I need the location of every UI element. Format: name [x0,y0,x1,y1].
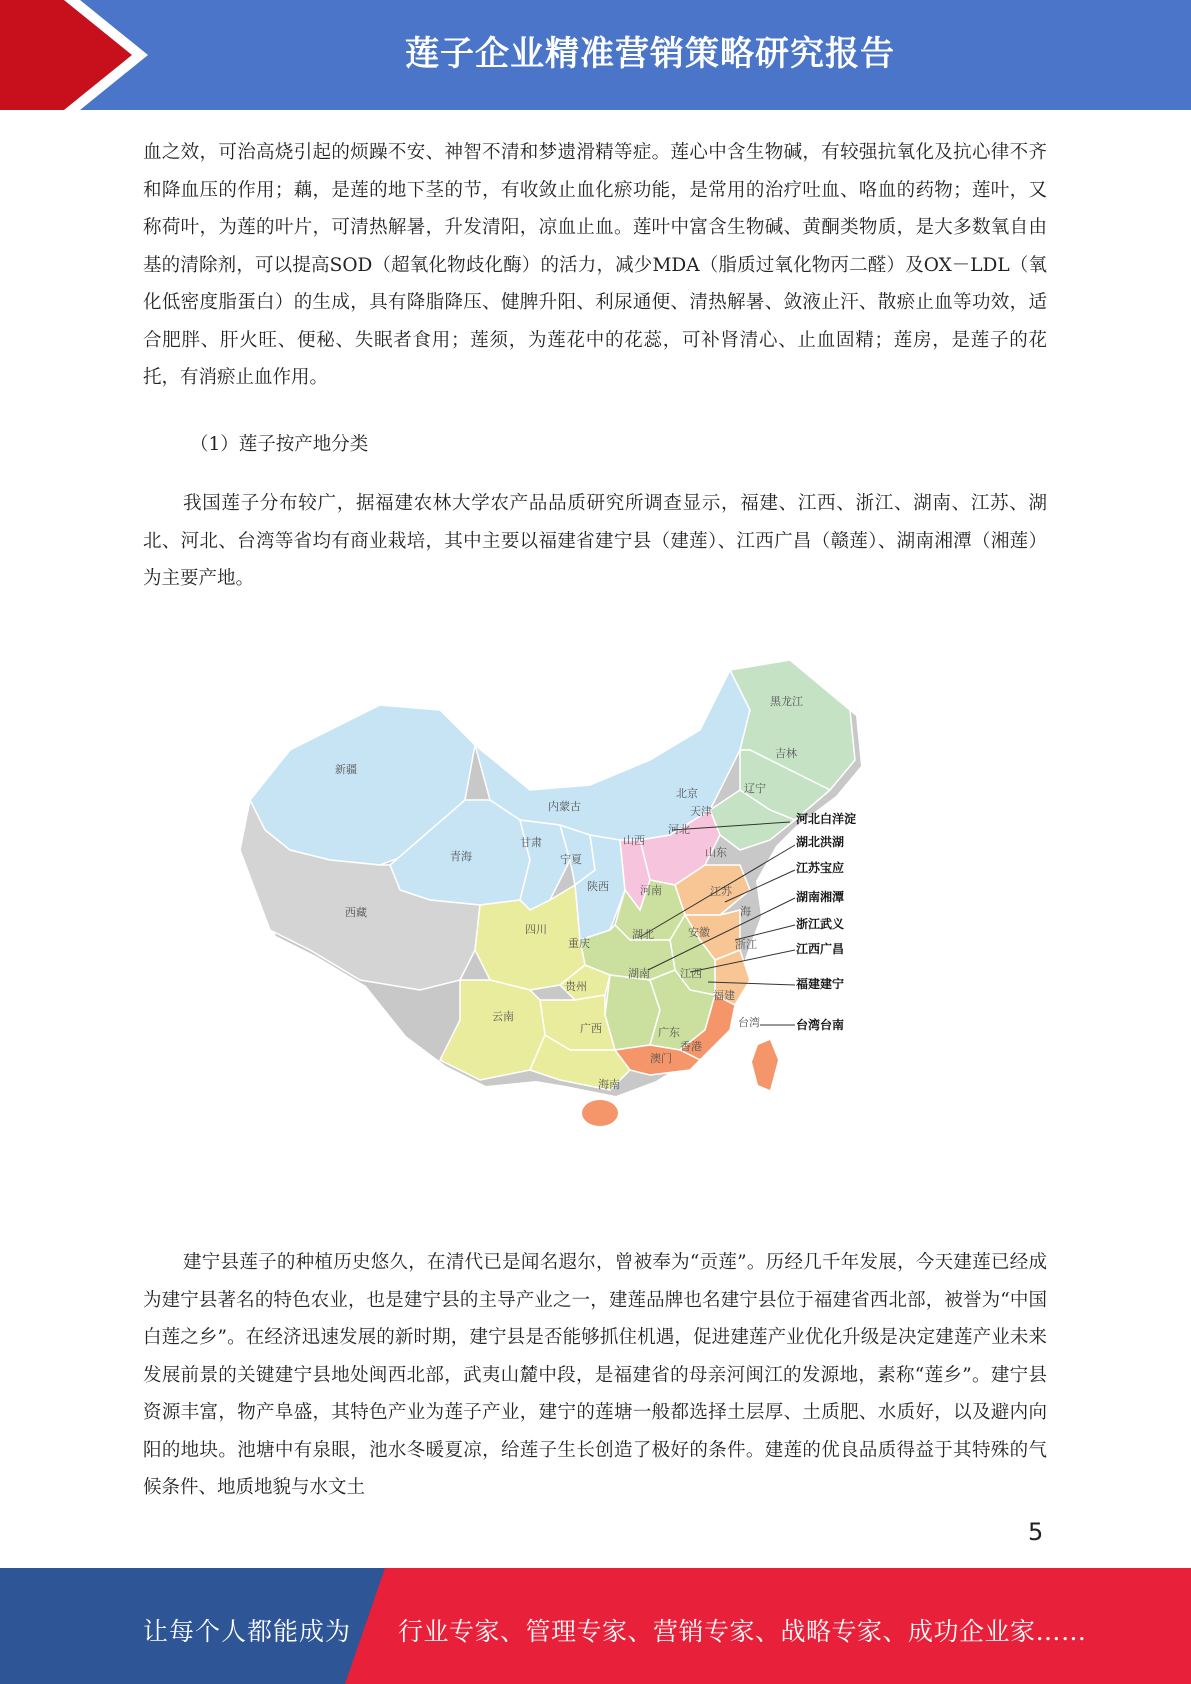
svg-text:海: 海 [740,905,751,918]
svg-text:福建建宁: 福建建宁 [796,977,845,991]
header-chevron-icon [0,0,160,110]
svg-text:澳门: 澳门 [650,1052,672,1065]
section-subheading: （1）莲子按产地分类 [190,434,369,455]
svg-text:湖南湘潭: 湖南湘潭 [796,890,845,904]
page-number: 5 [1028,1518,1044,1546]
svg-text:江西: 江西 [680,967,702,980]
svg-text:黑龙江: 黑龙江 [770,695,803,708]
body-paragraph-1: 血之效，可治高烧引起的烦躁不安、神智不清和梦遗滑精等症。莲心中含生物碱，有较强抗氧化及抗心律不齐和降血压的作用；藕，是莲的地下茎的节，有收敛止血化瘀功能，是常用的治疗吐血、咯血的药物；莲叶，又称荷叶，为莲的叶片，可清热解暑，升发清阳，凉血止血。莲叶中富含生物碱、黄酮类物质，是大多数氧自由基的清除剂，可以提高SOD（超氧化物歧化酶）的活力，减少MDA（脂质过氧化物丙二醛）及OX－LDL（氧化低密度脂蛋白）的生成，具有降脂降压、健脾升阳、利尿通便、清热解暑、敛液止汗、散瘀止血等功效，适合肥胖、肝火旺、便秘、失眠者食用；莲须，为莲花中的花蕊，可补肾清心、止血固精；莲房，是莲子的花托，有消瘀止血作用。 [143,142,1047,388]
svg-text:新疆: 新疆 [335,763,357,776]
svg-text:湖南: 湖南 [628,967,650,980]
svg-text:陕西: 陕西 [587,880,609,893]
svg-text:广东: 广东 [658,1026,680,1039]
region-taiwan [752,1040,778,1090]
svg-text:安徽: 安徽 [688,926,710,939]
svg-text:广西: 广西 [580,1022,602,1035]
page-title: 莲子企业精准营销策略研究报告 [405,34,895,74]
svg-text:河北: 河北 [668,823,690,836]
svg-text:香港: 香港 [680,1040,702,1053]
svg-text:内蒙古: 内蒙古 [548,800,581,813]
body-paragraph-3: 建宁县莲子的种植历史悠久，在清代已是闻名遐尔，曾被奉为“贡莲”。历经几千年发展，今天建莲已经成为建宁县著名的特色农业，也是建宁县的主导产业之一，建莲品牌也名建宁县位于福建省西北部，被誉为“中国白莲之乡”。在经济迅速发展的新时期，建宁县是否能够抓住机遇，促进建莲产业优化升级是决定建莲产业未来发展前景的关键建宁县地处闽西北部，武夷山麓中段，是福建省的母亲河闽江的发源地，素称“莲乡”。建宁县资源丰富，物产阜盛，其特色产业为莲子产业，建宁的莲塘一般都选择土层厚、土质肥、水质好，以及避内向阳的地块。池塘中有泉眼，池水冬暖夏凉，给莲子生长创造了极好的条件。建莲的优良品质得益于其特殊的气候条件、地质地貌与水文土 [143,1252,1047,1498]
svg-text:湖北洪湖: 湖北洪湖 [796,835,845,849]
svg-text:辽宁: 辽宁 [744,782,766,795]
body-paragraph-2: 我国莲子分布较广，据福建农林大学农产品品质研究所调查显示，福建、江西、浙江、湖南、江苏、湖北、河北、台湾等省均有商业栽培，其中主要以福建省建宁县（建莲）、江西广昌（赣莲）、湖南湘潭（湘莲）为主要产地。 [143,493,1047,589]
svg-text:福建: 福建 [713,989,735,1002]
svg-text:湖北: 湖北 [632,928,654,941]
svg-text:浙江武义: 浙江武义 [796,917,845,931]
svg-text:贵州: 贵州 [565,980,587,993]
svg-text:浙江: 浙江 [735,938,757,951]
lotus-origin-callouts [795,811,856,1032]
footer-slogan-right: 行业专家、管理专家、营销专家、战略专家、成功企业家…… [398,1617,1087,1646]
svg-text:山东: 山东 [705,846,727,859]
svg-text:台湾: 台湾 [738,1016,760,1029]
svg-text:青海: 青海 [450,850,472,863]
svg-text:海南: 海南 [598,1078,620,1091]
region-hainan [582,1100,618,1126]
svg-text:河南: 河南 [640,884,662,897]
china-lotus-origin-map [230,650,950,1195]
svg-text:西藏: 西藏 [345,906,367,919]
svg-text:吉林: 吉林 [775,747,797,760]
svg-text:河北白洋淀: 河北白洋淀 [796,812,857,826]
svg-text:四川: 四川 [525,923,547,936]
svg-text:重庆: 重庆 [568,937,590,950]
svg-text:云南: 云南 [492,1010,514,1023]
svg-text:山西: 山西 [623,834,645,847]
svg-text:江苏宝应: 江苏宝应 [796,861,845,875]
svg-text:宁夏: 宁夏 [560,853,582,866]
footer-slogan-left: 让每个人都能成为 [143,1617,352,1646]
svg-text:天津: 天津 [690,805,712,818]
svg-text:甘肃: 甘肃 [520,836,542,849]
svg-text:北京: 北京 [676,787,698,800]
svg-text:江苏: 江苏 [710,885,732,898]
page-header [0,0,1191,110]
svg-text:江西广昌: 江西广昌 [796,942,845,956]
svg-text:台湾台南: 台湾台南 [796,1018,845,1032]
